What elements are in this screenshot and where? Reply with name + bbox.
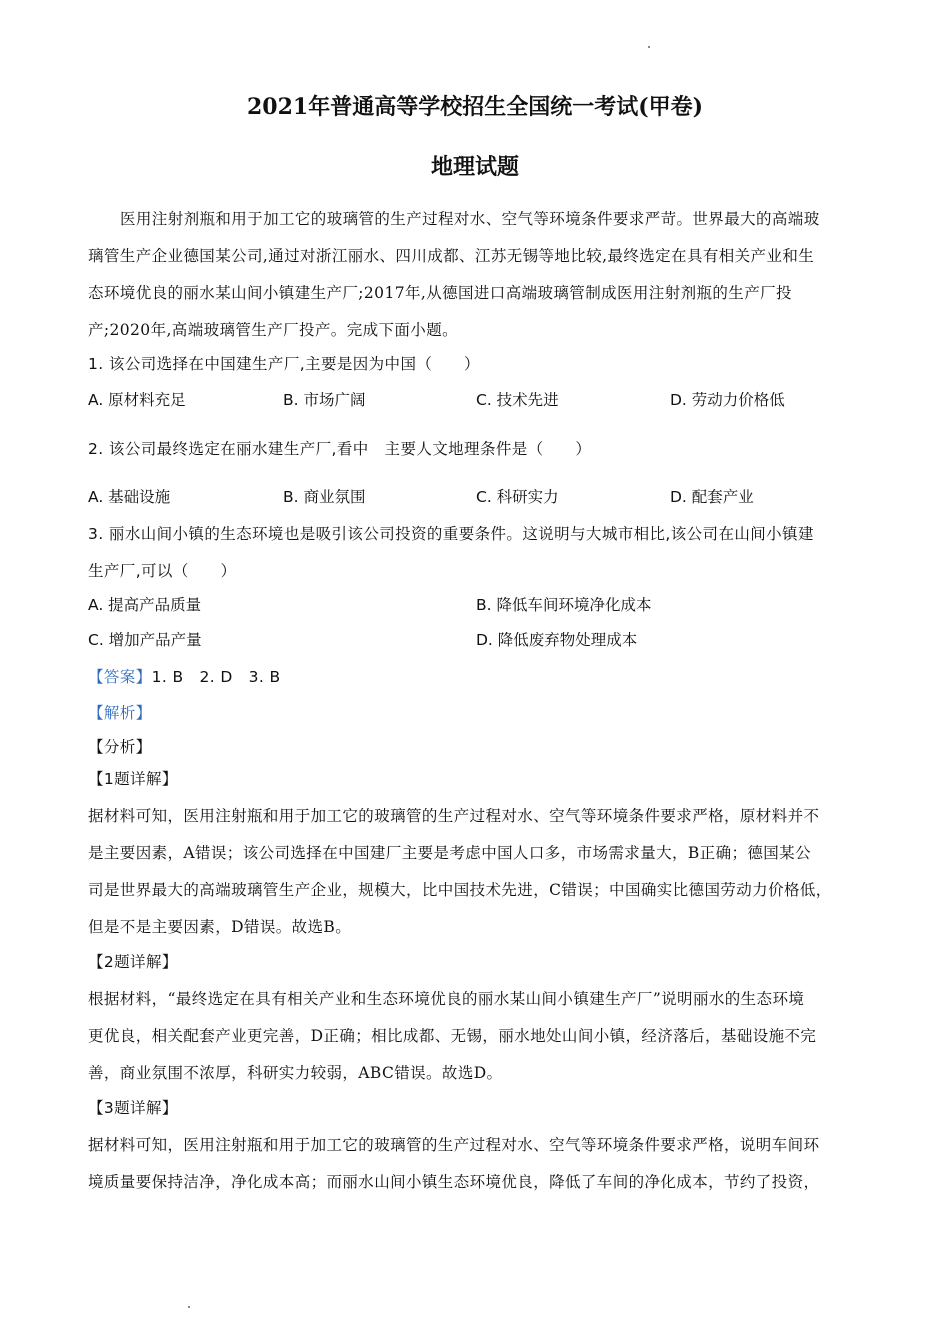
question-stem: 1. 该公司选择在中国建生产厂,主要是因为中国（ ） xyxy=(88,355,480,373)
option-d: D. 配套产业 xyxy=(670,488,754,506)
option-b: B. 降低车间环境净化成本 xyxy=(476,596,652,614)
fenxi-label: 【分析】 xyxy=(88,738,152,756)
option-d: D. 劳动力价格低 xyxy=(670,391,785,409)
exam-title: 2021年普通高等学校招生全国统一考试(甲卷) xyxy=(246,94,704,120)
question-stem: 生产厂,可以（ ） xyxy=(88,562,237,580)
option-c: C. 增加产品产量 xyxy=(88,631,202,649)
detail2-label: 【2题详解】 xyxy=(88,953,178,971)
detail2-line: 更优良，相关配套产业更完善，D正确；相比成都、无锡，丽水地处山间小镇，经济落后，基础设施不完 xyxy=(88,1027,817,1045)
answer-text: 1. B 2. D 3. B xyxy=(151,668,281,686)
detail1-label: 【1题详解】 xyxy=(88,770,178,788)
detail3-label: 【3题详解】 xyxy=(88,1099,178,1117)
detail1-line: 据材料可知，医用注射瓶和用于加工它的玻璃管的生产过程对水、空气等环境条件要求严格，原材料并不 xyxy=(88,807,820,825)
passage-line: 璃管生产企业德国某公司,通过对浙江丽水、四川成都、江苏无锡等地比较,最终选定在具有相关产业和生 xyxy=(88,247,815,265)
detail1-line: 但是不是主要因素，D错误。故选B。 xyxy=(88,918,352,936)
exam-subtitle: 地理试题 xyxy=(430,154,519,180)
passage-line: 产;2020年,高端玻璃管生产厂投产。完成下面小题。 xyxy=(88,321,458,339)
answer-label: 【答案】 xyxy=(88,668,152,686)
option-c: C. 科研实力 xyxy=(476,488,559,506)
detail1-line: 司是世界最大的高端玻璃管生产企业，规模大，比中国技术先进，C错误；中国确实比德国劳动力价格低， xyxy=(88,881,832,899)
scan-dot xyxy=(188,1306,190,1308)
answer-line xyxy=(88,665,868,687)
option-b: B. 商业氛围 xyxy=(283,488,366,506)
option-a: A. 原材料充足 xyxy=(88,391,186,409)
passage-line: 态环境优良的丽水某山间小镇建生产厂;2017年,从德国进口高端玻璃管制成医用注射剂瓶的生产厂投 xyxy=(88,284,792,302)
detail2-line: 根据材料，“最终选定在具有相关产业和生态环境优良的丽水某山间小镇建生产厂”说明丽水的生态环境 xyxy=(88,990,805,1008)
passage-line: 医用注射剂瓶和用于加工它的玻璃管的生产过程对水、空气等环境条件要求严苛。世界最大的高端玻 xyxy=(120,210,820,228)
question-stem: 3. 丽水山间小镇的生态环境也是吸引该公司投资的重要条件。这说明与大城市相比,该公司在山间小镇建 xyxy=(88,525,814,543)
detail3-line: 据材料可知，医用注射瓶和用于加工它的玻璃管的生产过程对水、空气等环境条件要求严格，说明车间环 xyxy=(88,1136,820,1154)
question-stem: 2. 该公司最终选定在丽水建生产厂,看中 主要人文地理条件是（ ） xyxy=(88,440,592,458)
analysis-label: 【解析】 xyxy=(88,704,152,722)
option-c: C. 技术先进 xyxy=(476,391,559,409)
option-b: B. 市场广阔 xyxy=(283,391,366,409)
option-d: D. 降低废弃物处理成本 xyxy=(476,631,638,649)
option-a: A. 提高产品质量 xyxy=(88,596,202,614)
detail1-line: 是主要因素，A错误；该公司选择在中国建厂主要是考虑中国人口多，市场需求量大，B正确；德国某公 xyxy=(88,844,811,862)
detail2-line: 善，商业氛围不浓厚，科研实力较弱，ABC错误。故选D。 xyxy=(88,1064,503,1082)
option-a: A. 基础设施 xyxy=(88,488,171,506)
detail3-line: 境质量要保持洁净，净化成本高；而丽水山间小镇生态环境优良，降低了车间的净化成本，节约了投资， xyxy=(88,1173,820,1191)
scan-dot xyxy=(648,46,650,48)
